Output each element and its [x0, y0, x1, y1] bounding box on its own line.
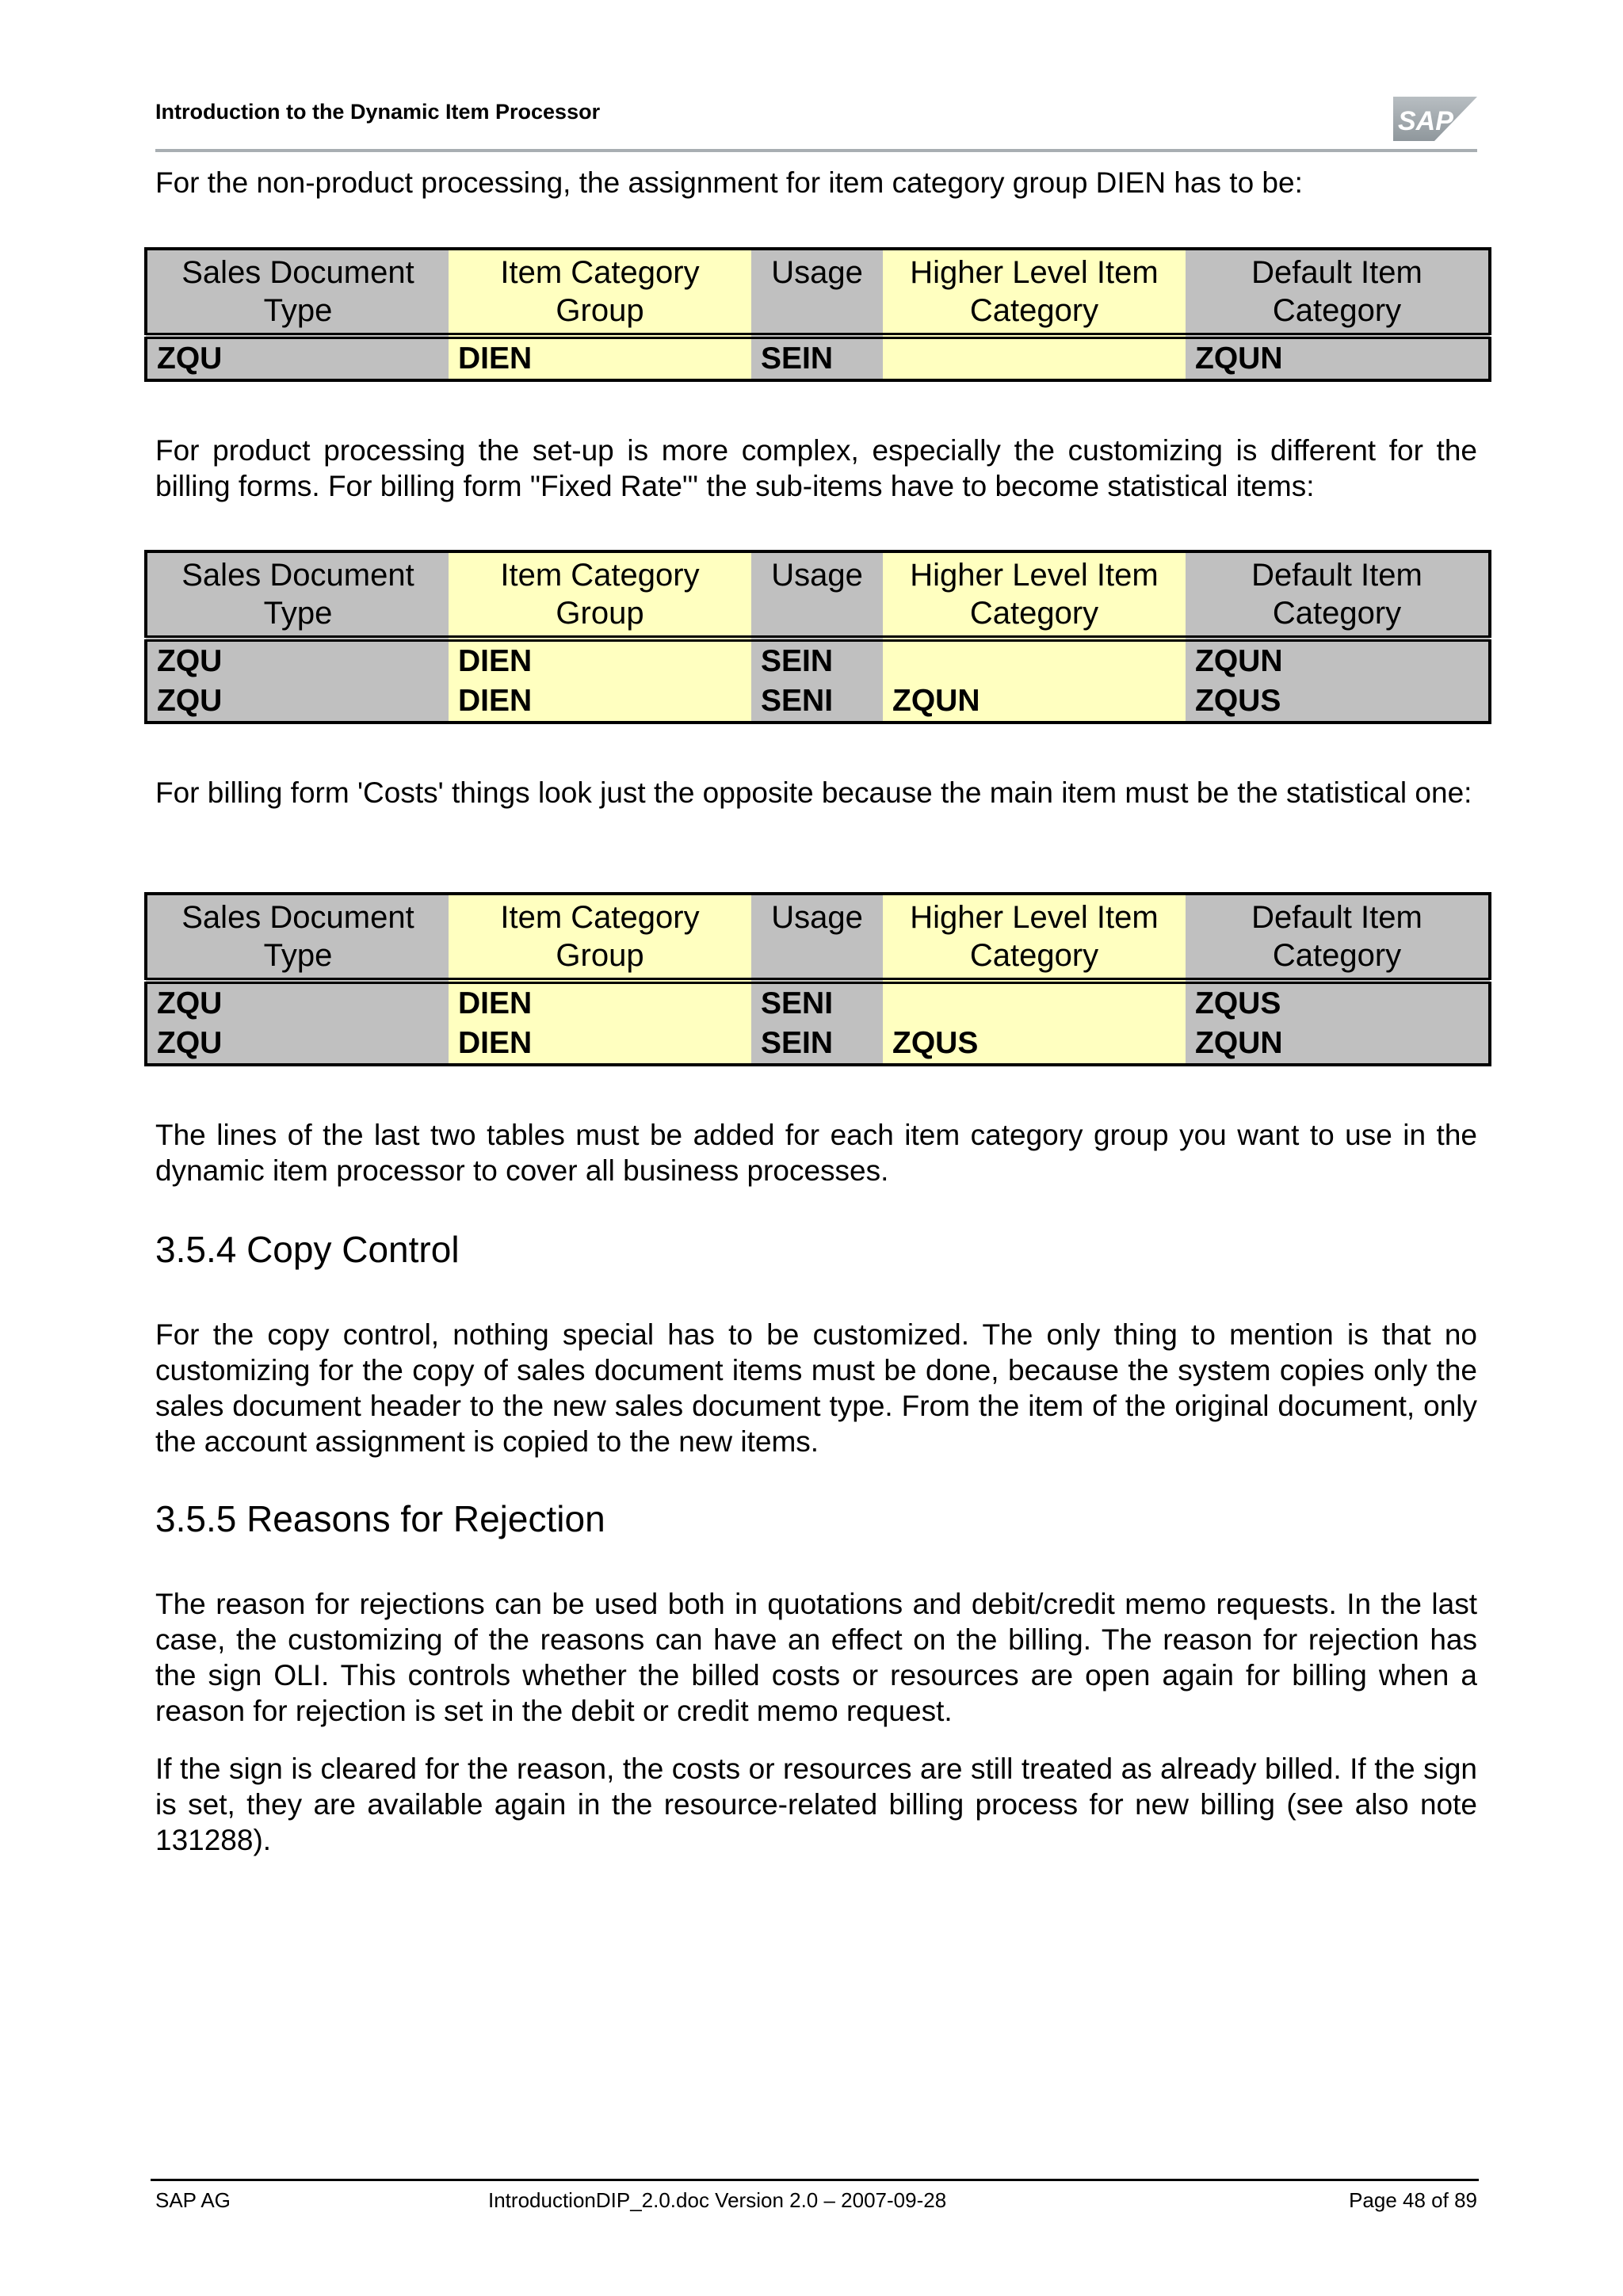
col-header-usage: Usage	[751, 894, 883, 981]
col-header-item-category-group: Item Category Group	[449, 551, 751, 639]
cell-sales-document-type: ZQU	[146, 981, 449, 1024]
table-row	[146, 981, 1490, 1024]
paragraph-table-lines-note: The lines of the last two tables must be added for each item category group you want to use in the dynamic item processor to cover all business processes.	[155, 1119, 1477, 1187]
cell-usage: SEIN	[751, 336, 883, 380]
col-header-default-item-category: Default Item Category	[1186, 249, 1490, 336]
cell-default-item-category: ZQUN	[1186, 336, 1490, 380]
item-category-table-1	[144, 247, 1491, 382]
footer-page-number: Page 48 of 89	[1349, 2188, 1477, 2212]
header-rule	[155, 149, 1477, 152]
paragraph-reasons-rejection: The reason for rejections can be used both in quotations and debit/credit memo requests. In the last case, the customizing of the reasons can have an effect on the billing. The reason for rejection has the sign OLI. This controls whether the billed costs or resources are open again for billing when a reason for rejection is set in the debit or credit memo request.	[155, 1588, 1477, 1727]
cell-sales-document-type: ZQU	[146, 1024, 449, 1065]
col-header-usage: Usage	[751, 249, 883, 336]
cell-default-item-category: ZQUS	[1186, 681, 1490, 723]
cell-item-category-group: DIEN	[449, 1024, 751, 1065]
table-header-row	[146, 894, 1490, 981]
col-header-higher-level-item-category: Higher Level Item Category	[883, 551, 1186, 639]
paragraph-copy-control: For the copy control, nothing special has to be customized. The only thing to mention is that no customizing for the copy of sales document items must be done, because the system copies only the sales document header to the new sales document type. From the item of the original document, only the account assignment is copied to the new items.	[155, 1318, 1477, 1458]
col-header-higher-level-item-category: Higher Level Item Category	[883, 894, 1186, 981]
table-header-row	[146, 249, 1490, 336]
page-header-title: Introduction to the Dynamic Item Processor	[155, 100, 601, 124]
cell-higher-level-item-category: ZQUN	[883, 681, 1186, 723]
table-row	[146, 336, 1490, 380]
cell-higher-level-item-category: ZQUS	[883, 1024, 1186, 1065]
cell-higher-level-item-category	[883, 336, 1186, 380]
cell-default-item-category: ZQUN	[1186, 1024, 1490, 1065]
col-header-sales-document-type: Sales Document Type	[146, 551, 449, 639]
table-row	[146, 639, 1490, 681]
svg-text:SAP: SAP	[1398, 106, 1453, 136]
cell-item-category-group: DIEN	[449, 681, 751, 723]
cell-usage: SEIN	[751, 639, 883, 681]
cell-sales-document-type: ZQU	[146, 639, 449, 681]
paragraph-sign-cleared: If the sign is cleared for the reason, the costs or resources are still treated as already billed. If the sign is set, they are available again in the resource-related billing process for new billing (see also note 131288).	[155, 1753, 1477, 1856]
cell-default-item-category: ZQUN	[1186, 639, 1490, 681]
paragraph-costs-billing: For billing form 'Costs' things look just the opposite because the main item must be the statistical one:	[155, 776, 1472, 809]
cell-usage: SENI	[751, 981, 883, 1024]
cell-usage: SENI	[751, 681, 883, 723]
col-header-sales-document-type: Sales Document Type	[146, 894, 449, 981]
col-header-item-category-group: Item Category Group	[449, 894, 751, 981]
cell-higher-level-item-category	[883, 639, 1186, 681]
col-header-item-category-group: Item Category Group	[449, 249, 751, 336]
cell-default-item-category: ZQUS	[1186, 981, 1490, 1024]
section-heading-copy-control: 3.5.4 Copy Control	[155, 1229, 460, 1270]
cell-item-category-group: DIEN	[449, 336, 751, 380]
item-category-table-3	[144, 892, 1491, 1066]
cell-sales-document-type: ZQU	[146, 336, 449, 380]
col-header-default-item-category: Default Item Category	[1186, 894, 1490, 981]
table-row	[146, 1024, 1490, 1065]
paragraph-intro: For the non-product processing, the assignment for item category group DIEN has to be:	[155, 166, 1303, 199]
section-heading-reasons-for-rejection: 3.5.5 Reasons for Rejection	[155, 1498, 605, 1539]
footer-document-version: IntroductionDIP_2.0.doc Version 2.0 – 2007-09-28	[488, 2188, 947, 2212]
item-category-table-2	[144, 550, 1491, 724]
paragraph-product-processing: For product processing the set-up is more complex, especially the customizing is different for the billing forms. For billing form "Fixed Rate"' the sub-items have to become statistical items:	[155, 434, 1477, 502]
col-header-default-item-category: Default Item Category	[1186, 551, 1490, 639]
table-header-row	[146, 551, 1490, 639]
col-header-higher-level-item-category: Higher Level Item Category	[883, 249, 1186, 336]
col-header-usage: Usage	[751, 551, 883, 639]
footer-rule	[151, 2179, 1479, 2181]
col-header-sales-document-type: Sales Document Type	[146, 249, 449, 336]
cell-item-category-group: DIEN	[449, 981, 751, 1024]
cell-usage: SEIN	[751, 1024, 883, 1065]
footer-company: SAP AG	[155, 2188, 231, 2212]
cell-higher-level-item-category	[883, 981, 1186, 1024]
table-row	[146, 681, 1490, 723]
cell-item-category-group: DIEN	[449, 639, 751, 681]
cell-sales-document-type: ZQU	[146, 681, 449, 723]
sap-logo-icon	[1393, 97, 1477, 144]
